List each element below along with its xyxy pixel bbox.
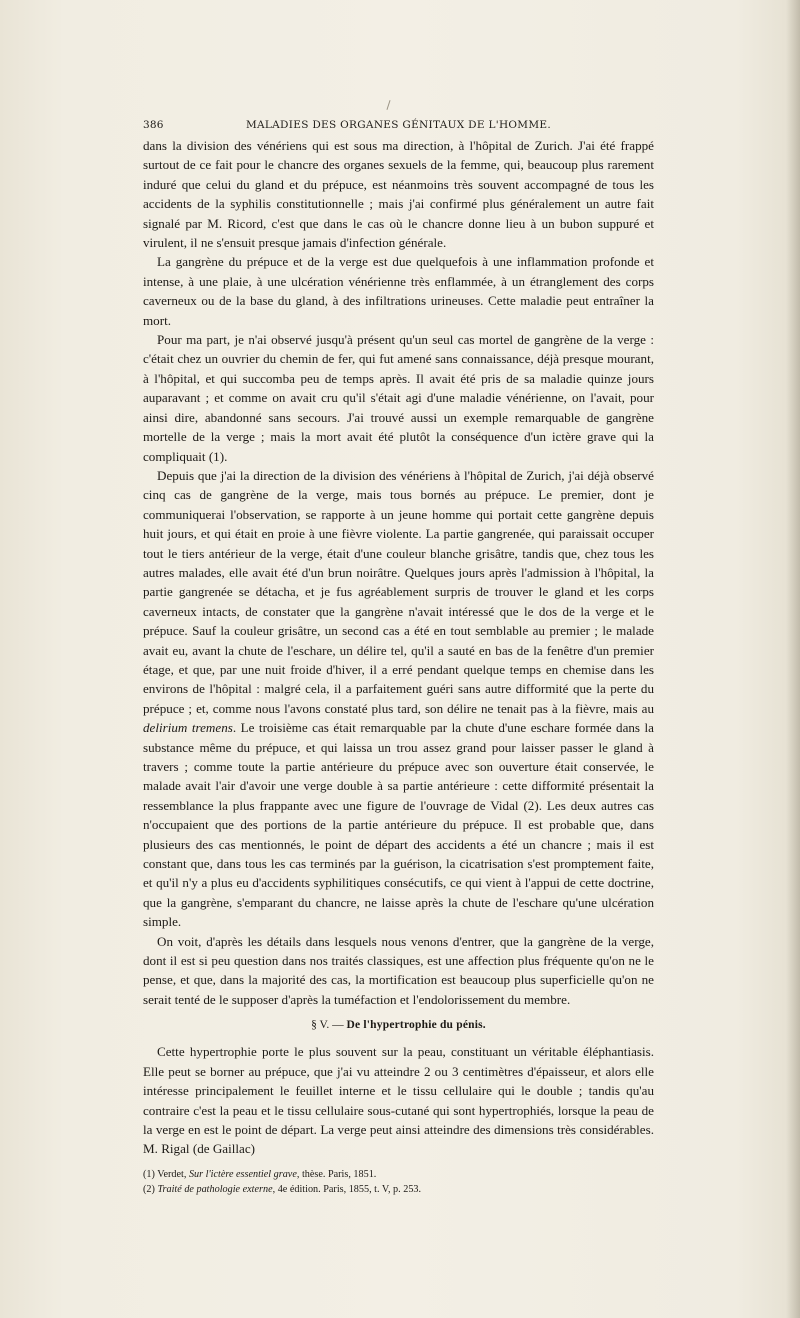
- paragraph: [143, 466, 654, 932]
- page-edge-shadow: [786, 0, 800, 1318]
- paragraph-text: Depuis que j'ai la direction de la division des vénériens à l'hôpital de Zurich, j'ai déjà observé cinq cas de gangrène de la verge, mais tous bornés au prépuce. Le premier, dont je communiquerai l'observation, se rapporte à un jeune homme qui portait cette gangrène depuis huit jours, et qui était en proie à une fièvre violente. La partie gangrenée, qui paraissait occuper tout le tiers antérieur de la verge, était d'une couleur blanche grisâtre, tandis que, chez tous les autres malades, elle avait été d'un brun noirâtre. Quelques jours après l'admission à l'hôpital, la partie gangrenée se détacha, et je fus agréablement surpris de trouver le gland et les corps caverneux intacts, de constater que la gangrène n'avait intéressé que le dos de la verge et le prépuce. Sauf la couleur grisâtre, un second cas a été en tout semblable au premier ; le malade avait eu, avant la chute de l'eschare, un délire tel, qu'il a sauté en bas de la fenêtre d'un premier étage, et que, par une nuit froide d'hiver, il a erré pendant quelque temps en chemise dans les environs de l'hôpital : malgré cela, il a parfaitement guéri sans autre difformité que la perte du prépuce ; et, comme nous l'avons constaté plus tard, son délire ne tenait pas à la fièvre, mais au: [143, 467, 654, 716]
- running-title: MALADIES DES ORGANES GÉNITAUX DE L'HOMME.: [245, 119, 552, 131]
- section-title: De l'hypertrophie du pénis.: [346, 1019, 486, 1032]
- footnote-title: Traité de pathologie externe: [157, 1183, 273, 1195]
- italic-term: delirium tremens: [143, 720, 233, 736]
- main-text: [143, 136, 654, 1197]
- footnote-details: , thèse. Paris, 1851.: [296, 1168, 377, 1180]
- running-head: [143, 117, 654, 135]
- paragraph: Cette hypertrophie porte le plus souvent sur la peau, constituant un véritable éléphantiasis. Elle peut se borner au prépuce, que j'ai vu atteindre 2 ou 3 centimètres d'épaisseur, et alors elle intéresse principalement le feuillet interne et le tissu cellulaire qui le double ; tandis qu'au contraire c'est la peau et le tissu cellulaire sous-cutané qui sont hypertrophiés, lorsque la peau de la verge en est le point de départ. La verge peut ainsi atteindre des dimensions très considérables. M. Rigal (de Gaillac): [143, 1044, 654, 1157]
- footnote: [143, 1182, 654, 1197]
- footnotes: [143, 1167, 654, 1197]
- page-number: 386: [143, 119, 164, 131]
- paragraph: dans la division des vénériens qui est sous ma direction, à l'hôpital de Zurich. J'ai été frappé surtout de ce fait pour le chancre des organes sexuels de la femme, qui, beaucoup plus rarement induré que celui du gland et du prépuce, est néanmoins très souvent accompagné de tous les accidents de la syphilis constitutionnelle ; mais j'ai confirmé plus généralement un autre fait signalé par M. Ricord, c'est que dans le cas où le chancre donne lieu à un bubon suppuré et virulent, il ne s'ensuit presque jamais d'infection générale.: [143, 138, 654, 251]
- section-number: § V. —: [311, 1019, 344, 1032]
- paragraph-text: . Le troisième cas était remarquable par la chute d'une eschare formée dans la substance même du prépuce, et qui laissa un trou assez grand pour laisser passer le gland à travers ; comme toute la partie antérieure du prépuce avec son ouverture était conservée, le malade avait l'air d'avoir une verge double à sa partie antérieure : cette difformité présentait la ressemblance la plus frappante avec une figure de l'ouvrage de Vidal (2). Les deux autres cas n'occupaient que des portions de la partie antérieure du prépuce. Il est probable que, dans plusieurs des cas mentionnés, le point de départ des accidents a été un chancre ; mais il est constant que, dans tous les cas terminés par la guérison, la cicatrisation s'est promptement faite, et qu'il n'y a plus eu d'accidents syphilitiques consécutifs, ce qui vient à l'appui de cette doctrine, que la gangrène, s'emparant du chancre, ne laisse après la chute de l'eschare qu'une ulcération simple.: [143, 720, 654, 930]
- footnote-author: Verdet,: [157, 1168, 187, 1180]
- paragraph: Pour ma part, je n'ai observé jusqu'à présent qu'un seul cas mortel de gangrène de la verge : c'était chez un ouvrier du chemin de fer, qui fut amené sans connaissance, déjà presque mourant, à l'hôpital, et qui succomba peu de temps après. Il avait été pris de sa maladie quinze jours auparavant ; et comme on avait cru qu'il s'était agi d'une maladie vénérienne, on l'avait, pour ainsi dire, abandonné sans secours. J'ai trouvé aussi un exemple remarquable de gangrène mortelle de la verge ; mais la mort avait été plutôt la conséquence d'un ictère grave qui la compliquait (1).: [143, 332, 654, 464]
- footnote: [143, 1167, 654, 1182]
- footnote-details: , 4e édition. Paris, 1855, t. V, p. 253.: [272, 1183, 422, 1195]
- footnote-title: Sur l'ictère essentiel grave: [188, 1168, 297, 1180]
- stray-pen-mark: [386, 100, 390, 110]
- footnote-marker: (2): [143, 1183, 155, 1195]
- paragraph: On voit, d'après les détails dans lesquels nous venons d'entrer, que la gangrène de la verge, dont il est si peu question dans nos traités classiques, est une affection plus fréquente qu'on ne le pense, et que, dans la majorité des cas, la mortification est beaucoup plus superficielle qu'on ne serait tenté de le supposer d'après la tuméfaction et l'endolorissement du membre.: [143, 933, 654, 1007]
- footnote-marker: (1): [143, 1168, 155, 1180]
- section-heading: [143, 1017, 654, 1033]
- paragraph: La gangrène du prépuce et de la verge est due quelquefois à une inflammation profonde et intense, à une plaie, à une ulcération vénérienne très enflammée, à un étranglement des corps caverneux ou de la base du gland, à des infiltrations urineuses. Cette maladie peut entraîner la mort.: [143, 254, 654, 328]
